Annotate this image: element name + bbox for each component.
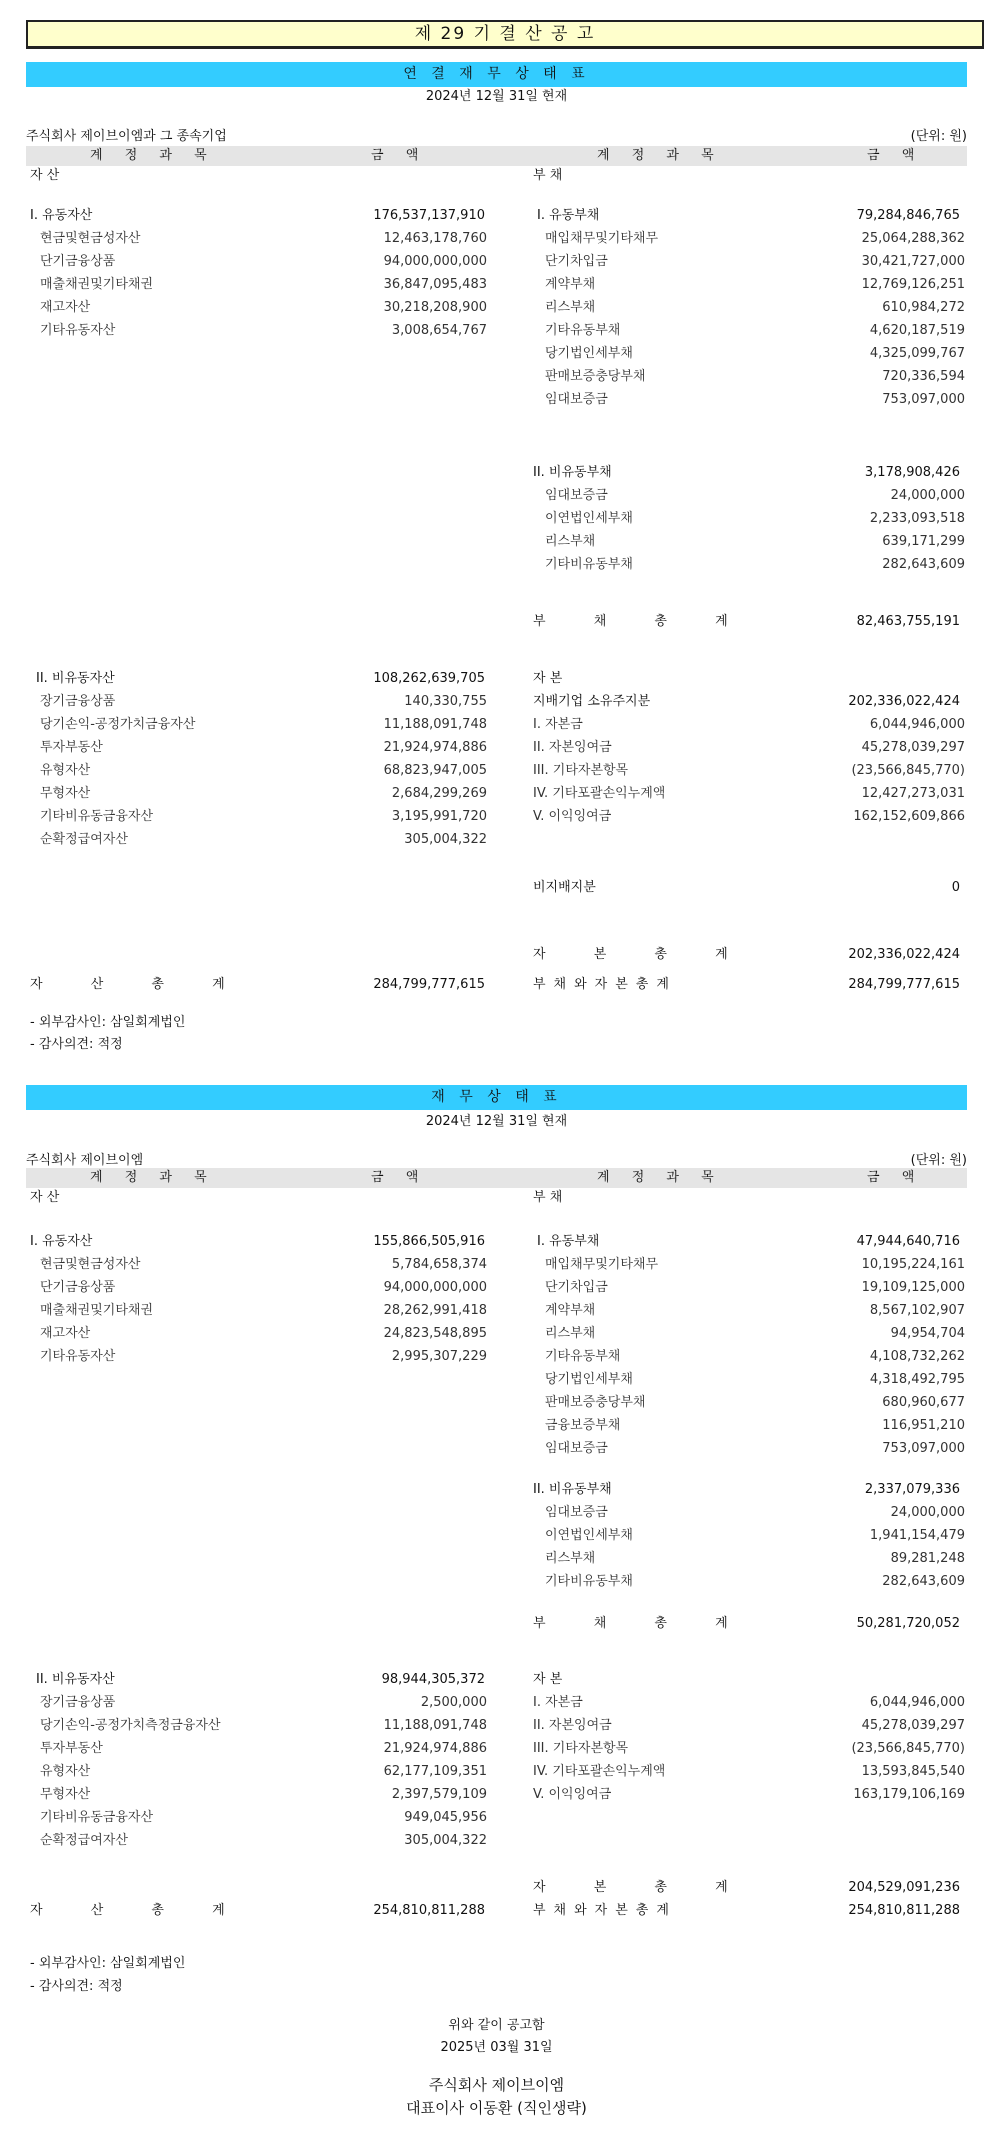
asset-item-label: 기타유동자산 (40, 1349, 116, 1364)
liab-item-label: 임대보증금 (545, 1505, 608, 1520)
asset-item-value: 305,004,322 (404, 1833, 487, 1848)
equity-item-value: 162,152,609,866 (853, 809, 965, 824)
asset-item-label: 당기손익-공정가치측정금융자산 (40, 1718, 221, 1733)
asset-item-value: 11,188,091,748 (383, 1718, 487, 1733)
total-assets-label: 자 산 총 계 (30, 1903, 247, 1918)
asset-item-label: 무형자산 (40, 1787, 91, 1802)
current-assets-value: 176,537,137,910 (373, 208, 485, 223)
equity-item-value: (23,566,845,770) (851, 1741, 965, 1756)
equity-item-value: (23,566,845,770) (851, 763, 965, 778)
section-label-assets: 자 산 (30, 1190, 60, 1205)
equity-item-value: 163,179,106,169 (853, 1787, 965, 1802)
liab-item-label: 리스부채 (545, 1551, 596, 1566)
liab-item-value: 30,421,727,000 (861, 254, 965, 269)
liab-item-value: 24,000,000 (890, 1505, 965, 1520)
separate-opinion: - 감사의견: 적정 (30, 1979, 123, 1994)
asset-item-value: 5,784,658,374 (391, 1257, 487, 1272)
separate-heading: 재 무 상 태 표 (26, 1085, 967, 1110)
total-liabilities-value: 82,463,755,191 (856, 614, 960, 629)
liab-item-value: 19,109,125,000 (861, 1280, 965, 1295)
asset-item-label: 무형자산 (40, 786, 91, 801)
liab-item-value: 89,281,248 (890, 1551, 965, 1566)
notice-text: 위와 같이 공고함 (448, 2018, 545, 2033)
asset-item-value: 36,847,095,483 (383, 277, 487, 292)
liab-item-value: 116,951,210 (882, 1418, 965, 1433)
separate-auditor: - 외부감사인: 삼일회계법인 (30, 1956, 186, 1971)
equity-item-value: 45,278,039,297 (861, 1718, 965, 1733)
current-liab-value: 79,284,846,765 (856, 208, 960, 223)
equity-item-label: II. 자본잉여금 (533, 1718, 612, 1733)
asset-item-label: 장기금융상품 (40, 694, 116, 709)
asset-item-value: 28,262,991,418 (383, 1303, 487, 1318)
noncurrent-liab-value: 2,337,079,336 (864, 1482, 960, 1497)
equity-item-value: 6,044,946,000 (869, 717, 965, 732)
liab-item-label: 단기차입금 (545, 1280, 608, 1295)
equity-item-label: IV. 기타포괄손익누계액 (533, 786, 666, 801)
parent-equity-label: 지배기업 소유주지분 (533, 694, 651, 709)
total-liab-equity-label: 부채와자본총계 (533, 1903, 677, 1918)
liab-item-label: 기타유동부채 (545, 323, 621, 338)
liab-item-label: 계약부채 (545, 1303, 596, 1318)
liab-item-value: 680,960,677 (882, 1395, 965, 1410)
total-liab-equity-value: 284,799,777,615 (848, 977, 960, 992)
liab-item-label: 기타비유동부채 (545, 557, 633, 572)
liab-item-value: 753,097,000 (882, 392, 965, 407)
equity-item-label: V. 이익잉여금 (533, 1787, 612, 1802)
asset-item-value: 2,995,307,229 (391, 1349, 487, 1364)
liab-item-value: 282,643,609 (882, 557, 965, 572)
asset-item-value: 21,924,974,886 (383, 740, 487, 755)
footer-ceo: 대표이사 이동환 (직인생략) (406, 2099, 587, 2117)
total-liabilities-label: 부 채 총 계 (533, 614, 750, 629)
equity-item-label: III. 기타자본항목 (533, 763, 629, 778)
asset-item-label: 현금및현금성자산 (40, 1257, 141, 1272)
col-amount-right: 금 액 (867, 148, 924, 163)
asset-item-value: 94,000,000,000 (383, 1280, 487, 1295)
liab-item-label: 임대보증금 (545, 1441, 608, 1456)
liab-item-value: 4,325,099,767 (869, 346, 965, 361)
liab-item-value: 610,984,272 (882, 300, 965, 315)
liab-item-label: 임대보증금 (545, 392, 608, 407)
current-assets-label: I. 유동자산 (30, 1234, 93, 1249)
asset-item-value: 2,500,000 (420, 1695, 487, 1710)
nci-value: 0 (951, 880, 960, 895)
asset-item-value: 140,330,755 (404, 694, 487, 709)
equity-item-label: V. 이익잉여금 (533, 809, 612, 824)
current-liab-value: 47,944,640,716 (856, 1234, 960, 1249)
liab-item-label: 기타유동부채 (545, 1349, 621, 1364)
notice-date: 2025년 03월 31일 (440, 2040, 553, 2055)
liab-item-label: 단기차입금 (545, 254, 608, 269)
column-header (26, 1168, 967, 1188)
asset-item-label: 유형자산 (40, 1764, 91, 1779)
equity-item-label: I. 자본금 (533, 717, 583, 732)
company-name: 주식회사 제이브이엠 (26, 1153, 144, 1168)
liab-item-label: 매입채무및기타채무 (545, 231, 659, 246)
col-amount-left: 금 액 (371, 1170, 428, 1185)
equity-item-value: 12,427,273,031 (861, 786, 965, 801)
col-amount-left: 금 액 (371, 148, 428, 163)
total-equity-label: 자 본 총 계 (533, 947, 750, 962)
footer-company: 주식회사 제이브이엠 (428, 2076, 565, 2094)
asset-item-label: 기타유동자산 (40, 323, 116, 338)
liab-item-value: 25,064,288,362 (861, 231, 965, 246)
equity-item-label: I. 자본금 (533, 1695, 583, 1710)
liab-item-label: 당기법인세부채 (545, 1372, 633, 1387)
liab-item-label: 판매보증충당부채 (545, 1395, 646, 1410)
asset-item-label: 유형자산 (40, 763, 91, 778)
asset-item-label: 단기금융상품 (40, 254, 116, 269)
total-equity-value: 202,336,022,424 (848, 947, 960, 962)
asset-item-value: 11,188,091,748 (383, 717, 487, 732)
total-liabilities-value: 50,281,720,052 (856, 1616, 960, 1631)
asset-item-value: 2,397,579,109 (391, 1787, 487, 1802)
asset-item-value: 949,045,956 (404, 1810, 487, 1825)
asset-item-value: 305,004,322 (404, 832, 487, 847)
section-label-liabilities: 부 채 (533, 168, 563, 183)
noncurrent-liab-label: II. 비유동부채 (533, 465, 612, 480)
asset-item-value: 12,463,178,760 (383, 231, 487, 246)
total-equity-label: 자 본 총 계 (533, 1880, 750, 1895)
unit-label: (단위: 원) (910, 1153, 967, 1168)
liab-item-value: 1,941,154,479 (869, 1528, 965, 1543)
liab-item-value: 12,769,126,251 (861, 277, 965, 292)
liab-item-value: 24,000,000 (890, 488, 965, 503)
equity-item-value: 45,278,039,297 (861, 740, 965, 755)
current-liab-label: I. 유동부채 (537, 208, 600, 223)
liab-item-label: 당기법인세부채 (545, 346, 633, 361)
section-label-assets: 자 산 (30, 168, 60, 183)
liab-item-label: 이연법인세부채 (545, 1528, 633, 1543)
noncurrent-liab-label: II. 비유동부채 (533, 1482, 612, 1497)
consolidated-as-of: 2024년 12월 31일 현재 (425, 89, 568, 104)
asset-item-value: 30,218,208,900 (383, 300, 487, 315)
current-liab-label: I. 유동부채 (537, 1234, 600, 1249)
asset-item-value: 62,177,109,351 (383, 1764, 487, 1779)
asset-item-value: 24,823,548,895 (383, 1326, 487, 1341)
equity-item-value: 6,044,946,000 (869, 1695, 965, 1710)
asset-item-label: 순확정급여자산 (40, 1833, 128, 1848)
total-liabilities-label: 부 채 총 계 (533, 1616, 750, 1631)
total-assets-value: 284,799,777,615 (373, 977, 485, 992)
asset-item-value: 94,000,000,000 (383, 254, 487, 269)
page-title: 제 29 기 결 산 공 고 (26, 20, 984, 49)
noncurrent-liab-value: 3,178,908,426 (864, 465, 960, 480)
liab-item-label: 판매보증충당부채 (545, 369, 646, 384)
liab-item-value: 720,336,594 (882, 369, 965, 384)
asset-item-label: 투자부동산 (40, 1741, 103, 1756)
liab-item-value: 4,108,732,262 (869, 1349, 965, 1364)
column-header (26, 146, 967, 166)
liab-item-label: 임대보증금 (545, 488, 608, 503)
separate-as-of: 2024년 12월 31일 현재 (425, 1114, 568, 1129)
current-assets-label: I. 유동자산 (30, 208, 93, 223)
asset-item-value: 68,823,947,005 (383, 763, 487, 778)
liab-item-label: 리스부채 (545, 1326, 596, 1341)
consolidated-opinion: - 감사의견: 적정 (30, 1037, 123, 1052)
asset-item-label: 매출채권및기타채권 (40, 1303, 154, 1318)
asset-item-label: 장기금융상품 (40, 1695, 116, 1710)
liab-item-label: 리스부채 (545, 534, 596, 549)
noncurrent-assets-label: II. 비유동자산 (36, 671, 115, 686)
noncurrent-assets-value: 98,944,305,372 (381, 1672, 485, 1687)
col-account-right: 계 정 과 목 (597, 148, 723, 163)
liab-item-value: 282,643,609 (882, 1574, 965, 1589)
liab-item-label: 기타비유동부채 (545, 1574, 633, 1589)
equity-item-label: IV. 기타포괄손익누계액 (533, 1764, 666, 1779)
asset-item-label: 기타비유동금융자산 (40, 1810, 154, 1825)
asset-item-label: 현금및현금성자산 (40, 231, 141, 246)
col-amount-right: 금 액 (867, 1170, 924, 1185)
liab-item-value: 94,954,704 (890, 1326, 965, 1341)
asset-item-value: 3,195,991,720 (391, 809, 487, 824)
noncurrent-assets-value: 108,262,639,705 (373, 671, 485, 686)
liab-item-label: 계약부채 (545, 277, 596, 292)
total-liab-equity-value: 254,810,811,288 (848, 1903, 960, 1918)
liab-item-value: 8,567,102,907 (869, 1303, 965, 1318)
total-assets-label: 자 산 총 계 (30, 977, 247, 992)
col-account-left: 계 정 과 목 (90, 148, 216, 163)
asset-item-label: 재고자산 (40, 300, 91, 315)
liab-item-value: 4,620,187,519 (869, 323, 965, 338)
equity-item-value: 13,593,845,540 (861, 1764, 965, 1779)
noncurrent-assets-label: II. 비유동자산 (36, 1672, 115, 1687)
asset-item-label: 재고자산 (40, 1326, 91, 1341)
liab-item-label: 리스부채 (545, 300, 596, 315)
company-name: 주식회사 제이브이엠과 그 종속기업 (26, 129, 227, 144)
liab-item-value: 2,233,093,518 (869, 511, 965, 526)
equity-item-label: III. 기타자본항목 (533, 1741, 629, 1756)
asset-item-label: 순확정급여자산 (40, 832, 128, 847)
asset-item-label: 기타비유동금융자산 (40, 809, 154, 824)
asset-item-value: 2,684,299,269 (391, 786, 487, 801)
consolidated-company-line (26, 129, 967, 145)
col-account-left: 계 정 과 목 (90, 1170, 216, 1185)
total-equity-value: 204,529,091,236 (848, 1880, 960, 1895)
liab-item-value: 4,318,492,795 (869, 1372, 965, 1387)
unit-label: (단위: 원) (910, 129, 967, 144)
section-label-equity: 자 본 (533, 1672, 563, 1687)
consolidated-heading: 연 결 재 무 상 태 표 (26, 62, 967, 87)
asset-item-label: 단기금융상품 (40, 1280, 116, 1295)
parent-equity-value: 202,336,022,424 (848, 694, 960, 709)
section-label-equity: 자 본 (533, 671, 563, 686)
separate-company-line (26, 1153, 967, 1169)
col-account-right: 계 정 과 목 (597, 1170, 723, 1185)
asset-item-label: 투자부동산 (40, 740, 103, 755)
equity-item-label: II. 자본잉여금 (533, 740, 612, 755)
total-assets-value: 254,810,811,288 (373, 1903, 485, 1918)
section-label-liabilities: 부 채 (533, 1190, 563, 1205)
liab-item-value: 639,171,299 (882, 534, 965, 549)
total-liab-equity-label: 부채와자본총계 (533, 977, 677, 992)
current-assets-value: 155,866,505,916 (373, 1234, 485, 1249)
asset-item-label: 매출채권및기타채권 (40, 277, 154, 292)
liab-item-label: 이연법인세부채 (545, 511, 633, 526)
liab-item-label: 금융보증부채 (545, 1418, 621, 1433)
asset-item-value: 3,008,654,767 (391, 323, 487, 338)
asset-item-value: 21,924,974,886 (383, 1741, 487, 1756)
asset-item-label: 당기손익-공정가치금융자산 (40, 717, 196, 732)
liab-item-label: 매입채무및기타채무 (545, 1257, 659, 1272)
nci-label: 비지배지분 (533, 880, 596, 895)
liab-item-value: 10,195,224,161 (861, 1257, 965, 1272)
consolidated-auditor: - 외부감사인: 삼일회계법인 (30, 1015, 186, 1030)
liab-item-value: 753,097,000 (882, 1441, 965, 1456)
